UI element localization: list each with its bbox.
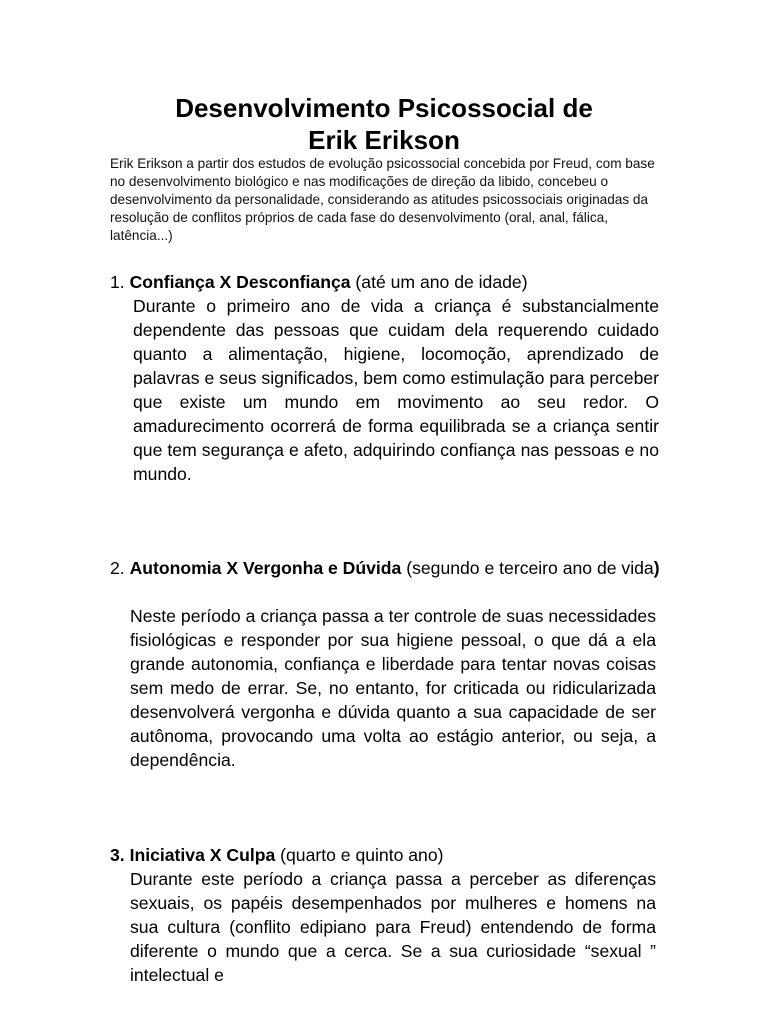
section-3-heading	[110, 843, 660, 867]
section-1-body: Durante o primeiro ano de vida a criança é substancialmente dependente das pessoas que cuidam dela requerendo cuidado quanto a alimentação, higiene, locomoção, aprendizado de palavras e seus significados, bem como estimulação para perceber que existe um mundo em movimento ao seu redor. O amadurecimento ocorrerá de forma equilibrada se a criança sentir que tem segurança e afeto, adquirindo confiança nas pessoas e no mundo.	[133, 296, 659, 484]
section-3-subtitle: (quarto e quinto ano)	[275, 845, 444, 865]
section-1-number: 1.	[110, 272, 130, 292]
section-3-title: Iniciativa X Culpa	[129, 845, 276, 865]
intro-paragraph: Erik Erikson a partir dos estudos de evolução psicossocial concebida por Freud, com base no desenvolvimento biológico e nas modificações de direção da libido, concebeu o desenvolvimento da personalidade, considerando as atitudes psicossociais originadas da resolução de conflitos próprios de cada fase do desenvolvimento (oral, anal, fálica, latência...)	[110, 156, 655, 243]
section-1-subtitle: (até um ano de idade)	[350, 272, 528, 292]
section-3-number: 3.	[110, 845, 130, 865]
section-2-closing: )	[653, 558, 660, 578]
section-2-heading	[110, 556, 660, 580]
section-2-number: 2.	[110, 558, 130, 578]
section-2-title: Autonomia X Vergonha e Dúvida	[129, 558, 402, 578]
section-3-body: Durante este período a criança passa a perceber as diferenças sexuais, os papéis desempenhados por mulheres e homens na sua cultura (conflito edipiano para Freud) entendendo de forma diferente o mundo que a cerca. Se a sua curiosidade “sexual ” intelectual e	[130, 869, 656, 985]
section-1-title: Confiança X Desconfiança	[129, 272, 351, 292]
document-title	[110, 92, 658, 156]
title-line-2: Erik Erikson	[308, 125, 460, 155]
section-2-subtitle: (segundo e terceiro ano de vida	[401, 558, 654, 578]
title-line-1: Desenvolvimento Psicossocial de	[175, 93, 593, 123]
section-1-heading	[110, 270, 660, 294]
section-2-body: Neste período a criança passa a ter controle de suas necessidades fisiológicas e responder por sua higiene pessoal, o que dá a ela grande autonomia, confiança e liberdade para tentar novas coisas sem medo de errar. Se, no entanto, for criticada ou ridicularizada desenvolverá vergonha e dúvida quanto a sua capacidade de ser autônoma, provocando uma volta ao estágio anterior, ou seja, a dependência.	[130, 606, 656, 770]
